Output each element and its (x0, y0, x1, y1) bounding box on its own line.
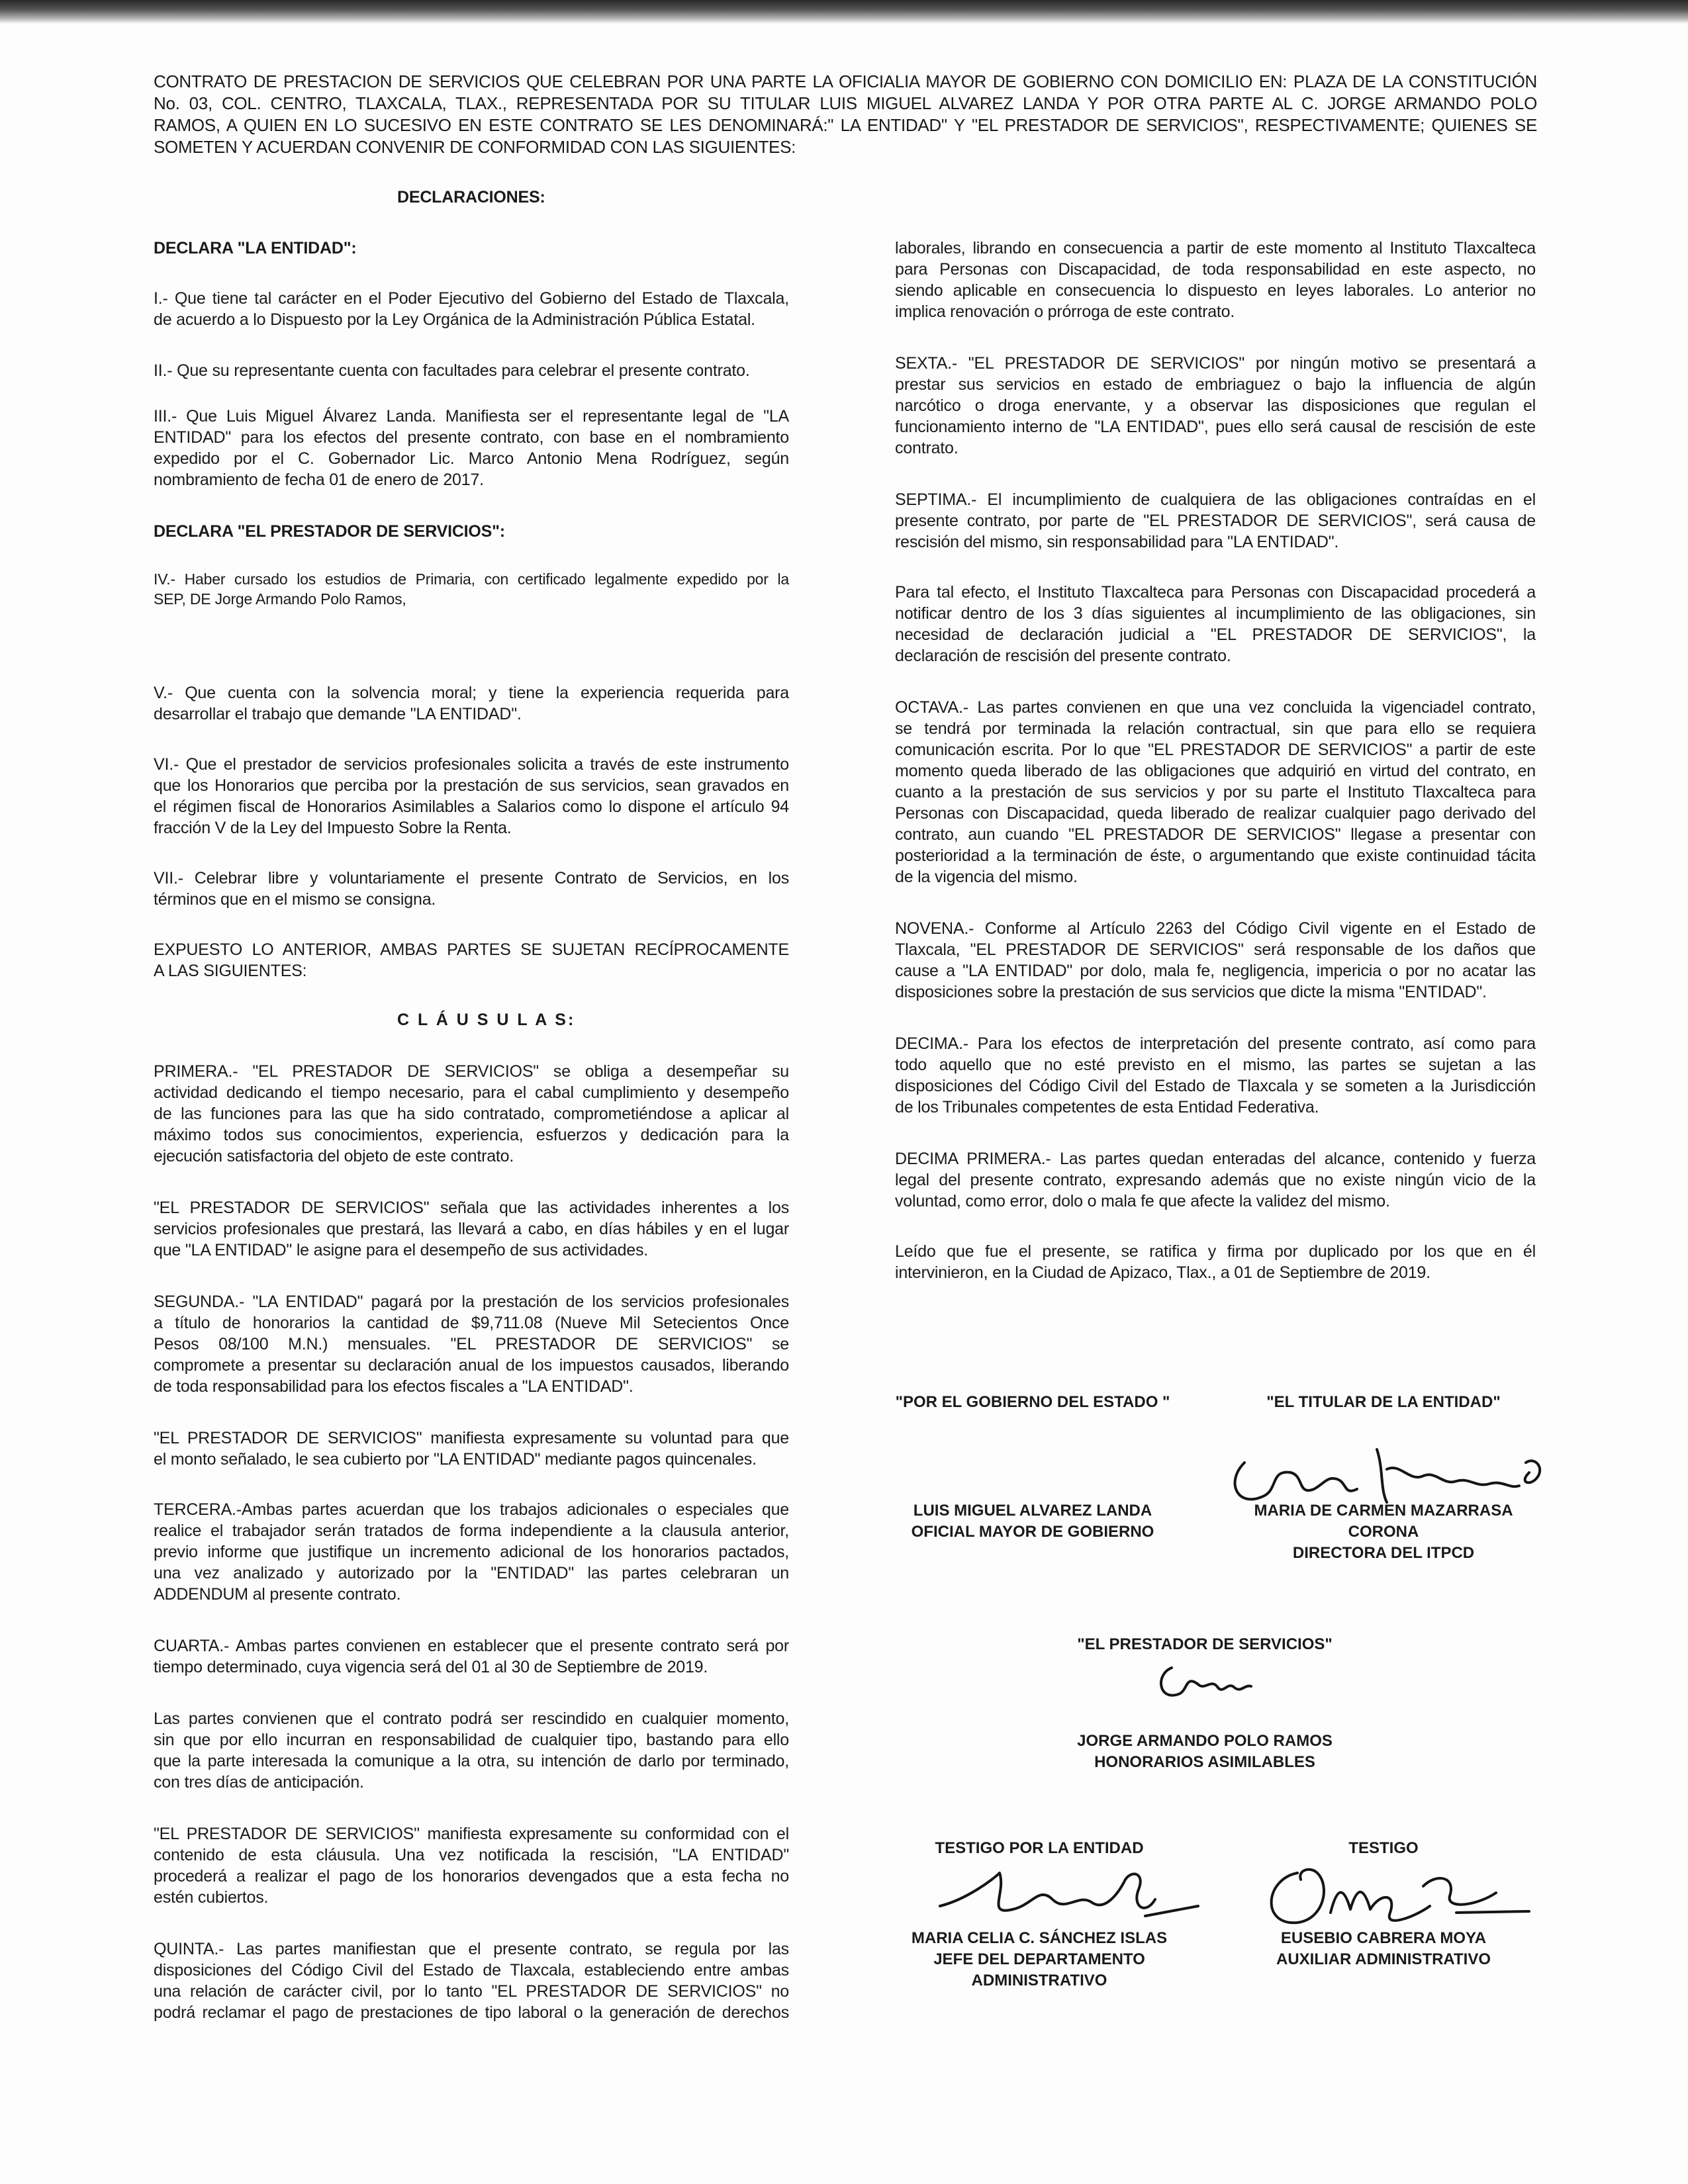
text-line: III.- Que Luis Miguel Álvarez Landa. Manifiesta ser el representante legal de "LA (154, 407, 789, 426)
intro-line: CONTRATO DE PRESTACION DE SERVICIOS QUE CELEBRAN POR UNA PARTE LA OFICIALIA MAYOR DE GOBIERNO CON DOMICILIO EN: PLAZA DE LA CONSTITUCIÓN (154, 71, 1537, 91)
text-line: máximo todos sus conocimientos, experiencia, esfuerzos y dedicación para la (154, 1126, 789, 1144)
text-line: estén cubiertos. (154, 1888, 269, 1907)
text-line: PRIMERA.- "EL PRESTADOR DE SERVICIOS" se obliga a desempeñar su (154, 1062, 789, 1081)
text-line: ejecución satisfactoria del objeto de este contrato. (154, 1147, 514, 1165)
testigo1-heading: TESTIGO POR LA ENTIDAD (935, 1839, 1144, 1857)
text-line: presente contrato, por parte de "EL PRESTADOR DE SERVICIOS", será causa de (895, 512, 1536, 530)
text-line: nombramiento de fecha 01 de enero de 2017. (154, 471, 484, 489)
text-line: siendo aplicable en consecuencia lo dispuesto en leyes laborales. Lo anterior no (895, 281, 1536, 300)
text-line: ENTIDAD" para los efectos del presente contrato, con base en el nombramiento (154, 428, 789, 447)
clausulas-heading: C L Á U S U L A S: (397, 1011, 576, 1029)
intro-line: RAMOS, A QUIEN EN LO SUCESIVO EN ESTE CONTRATO SE LES DENOMINARÁ:" LA ENTIDAD" Y "EL PRESTADOR DE SERVICIOS", RESPECTIVAMENTE; QUIENES SE (154, 115, 1537, 135)
text-line: narcótico o droga enervante, y a observar las disposiciones que regulan el (895, 396, 1536, 415)
testigo2-role: AUXILIAR ADMINISTRATIVO (1276, 1950, 1491, 1968)
text-line: disposiciones sobre la prestación de sus servicios que dicte la misma "ENTIDAD". (895, 983, 1487, 1001)
text-line: VII.- Celebrar libre y voluntariamente el presente Contrato de Servicios, en los (154, 869, 789, 887)
text-line: declaración de rescisión del presente contrato. (895, 647, 1231, 665)
testigo2-name: EUSEBIO CABRERA MOYA (1280, 1929, 1487, 1947)
text-line: de los Tribunales competentes de esta Entidad Federativa. (895, 1098, 1319, 1116)
titular-name-line2: CORONA (1348, 1523, 1419, 1541)
text-line: ADDENDUM al presente contrato. (154, 1585, 401, 1604)
text-line: "EL PRESTADOR DE SERVICIOS" señala que las actividades inherentes a los (154, 1199, 789, 1217)
text-line: I.- Que tiene tal carácter en el Poder Ejecutivo del Gobierno del Estado de Tlaxcala, (154, 289, 789, 308)
text-line: VI.- Que el prestador de servicios profesionales solicita a través de este instrumento (154, 755, 789, 774)
text-line: cause a "LA ENTIDAD" por dolo, mala fe, negligencia, impericia o por no acatar las (895, 962, 1536, 980)
text-line: a título de honorarios la cantidad de $9,711.08 (Nueve Mil Setecientos Once (154, 1314, 789, 1332)
titular-role: DIRECTORA DEL ITPCD (1292, 1544, 1475, 1562)
text-line: el monto señalado, le sea cubierto por "LA ENTIDAD" mediante pagos quincenales. (154, 1450, 757, 1469)
text-line: intervinieron, en la Ciudad de Apizaco, Tlax., a 01 de Septiembre de 2019. (895, 1263, 1430, 1282)
text-line: Para tal efecto, el Instituto Tlaxcalteca para Personas con Discapacidad procederá a (895, 583, 1536, 602)
text-line: contenido de esta cláusula. Una vez notificada la rescisión, "LA ENTIDAD" (154, 1846, 789, 1864)
text-line: cuanto a la prestación de sus servicios y por su parte el Instituto Tlaxcalteca para (895, 783, 1536, 801)
text-line: tiempo determinado, cuya vigencia será del 01 al 30 de Septiembre de 2019. (154, 1658, 708, 1676)
text-line: "EL PRESTADOR DE SERVICIOS" manifiesta expresamente su conformidad con el (154, 1825, 789, 1843)
text-line: realice el trabajador serán tratados de forma independiente a la clausula anterior, (154, 1522, 789, 1540)
testigo2-signature-scribble (1258, 1846, 1536, 1939)
text-line: laborales, librando en consecuencia a partir de este momento al Instituto Tlaxcalteca (895, 239, 1536, 257)
text-line: Pesos 08/100 M.N.) mensuales. "EL PRESTADOR DE SERVICIOS" se (154, 1335, 789, 1353)
text-line: Las partes convienen que el contrato podrá ser rescindido en cualquier momento, (154, 1709, 789, 1728)
text-line: Leído que fue el presente, se ratifica y firma por duplicado por los que en él (895, 1242, 1536, 1261)
text-line: comunicación escrita. Por lo que "EL PRESTADOR DE SERVICIOS" a partir de este (895, 741, 1536, 759)
gobierno-heading: "POR EL GOBIERNO DEL ESTADO " (895, 1393, 1170, 1411)
text-line: V.- Que cuenta con la solvencia moral; y tiene la experiencia requerida para (154, 684, 789, 702)
text-line: prestar sus servicios en estado de embriaguez o bajo la influencia de algún (895, 375, 1536, 394)
prestador-name: JORGE ARMANDO POLO RAMOS (1077, 1732, 1333, 1750)
text-line: podrá reclamar el pago de prestaciones de tipo laboral o la generación de derechos (154, 2003, 789, 2022)
gobierno-name: LUIS MIGUEL ALVAREZ LANDA (913, 1502, 1152, 1520)
text-line: fracción V de la Ley del Impuesto Sobre la Renta. (154, 819, 512, 837)
text-line: que los Honorarios que perciba por la prestación de sus servicios, sean gravados en (154, 776, 789, 795)
text-line: DECIMA PRIMERA.- Las partes quedan enteradas del alcance, contenido y fuerza (895, 1150, 1536, 1168)
testigo2-heading: TESTIGO (1348, 1839, 1419, 1857)
text-line: IV.- Haber cursado los estudios de Primaria, con certificado legalmente expedido por la (154, 570, 789, 588)
text-line: QUINTA.- Las partes manifiestan que el presente contrato, se regula por las (154, 1940, 789, 1958)
text-line: funcionamiento interno de "LA ENTIDAD", pues ello será causal de rescisión de este (895, 418, 1536, 436)
text-line: de acuerdo a lo Dispuesto por la Ley Orgánica de la Administración Pública Estatal. (154, 310, 755, 329)
text-line: de la vigencia del mismo. (895, 868, 1078, 886)
text-line: necesidad de declaración judicial a "EL PRESTADOR DE SERVICIOS", la (895, 625, 1536, 644)
text-line: servicios profesionales que prestará, las llevará a cabo, en días hábiles y en el lugar (154, 1220, 789, 1238)
text-line: términos que en el mismo se consigna. (154, 890, 436, 909)
testigo1-signature-scribble (927, 1853, 1205, 1933)
testigo1-name: MARIA CELIA C. SÁNCHEZ ISLAS (911, 1929, 1168, 1947)
text-line: OCTAVA.- Las partes convienen en que una vez concluida la vigenciadel contrato, (895, 698, 1536, 717)
text-line: momento queda liberado de las obligaciones que adquirió en virtud del contrato, en (895, 762, 1536, 780)
text-line: se tendrá por terminada la relación contractual, sin que para ello se requiera (895, 719, 1536, 738)
text-line: "EL PRESTADOR DE SERVICIOS" manifiesta expresamente su voluntad para que (154, 1429, 789, 1447)
text-line: CUARTA.- Ambas partes convienen en establecer que el presente contrato será por (154, 1637, 789, 1655)
text-line: DECIMA.- Para los efectos de interpretación del presente contrato, así como para (895, 1034, 1536, 1053)
gobierno-role: OFICIAL MAYOR DE GOBIERNO (911, 1523, 1154, 1541)
text-line: Tlaxcala, "EL PRESTADOR DE SERVICIOS" será responsable de los daños que (895, 940, 1536, 959)
text-line: A LAS SIGUIENTES: (154, 962, 307, 980)
text-line: de toda responsabilidad para los efectos fiscales a "LA ENTIDAD". (154, 1377, 633, 1396)
text-line: con tres días de anticipación. (154, 1773, 364, 1792)
text-line: que "LA ENTIDAD" le asigne para el desempeño de sus actividades. (154, 1241, 649, 1259)
testigo1-role: JEFE DEL DEPARTAMENTO (933, 1950, 1145, 1968)
declara-entidad-heading: DECLARA "LA ENTIDAD": (154, 239, 357, 257)
text-line: SEXTA.- "EL PRESTADOR DE SERVICIOS" por ningún motivo se presentará a (895, 354, 1536, 373)
text-line: notificar dentro de los 3 días siguientes al incumplimiento de las obligaciones, sin (895, 604, 1536, 623)
text-line: disposiciones del Código Civil del Estado de Tlaxcala, estableciendo entre ambas (154, 1961, 789, 1979)
text-line: rescisión del mismo, sin responsabilidad para "LA ENTIDAD". (895, 533, 1339, 551)
text-line: voluntad, como error, dolo o mala fe que afecte la validez del mismo. (895, 1192, 1390, 1210)
text-line: que la parte interesada la comunique a la otra, su intención de darlo por terminado, (154, 1752, 789, 1770)
text-line: II.- Que su representante cuenta con facultades para celebrar el presente contrato. (154, 361, 750, 380)
text-line: SEP, DE Jorge Armando Polo Ramos, (154, 590, 406, 608)
scan-edge (0, 0, 1688, 24)
text-line: SEGUNDA.- "LA ENTIDAD" pagará por la prestación de los servicios profesionales (154, 1293, 789, 1311)
text-line: SEPTIMA.- El incumplimiento de cualquiera de las obligaciones contraídas en el (895, 490, 1536, 509)
text-line: de las funciones para las que ha sido contratado, comprometiéndose a aplicar al (154, 1105, 789, 1123)
text-line: NOVENA.- Conforme al Artículo 2263 del Código Civil vigente en el Estado de (895, 919, 1536, 938)
text-line: TERCERA.-Ambas partes acuerdan que los trabajos adicionales o especiales que (154, 1500, 789, 1519)
titular-heading: "EL TITULAR DE LA ENTIDAD" (1266, 1393, 1501, 1411)
prestador-signature-scribble (1152, 1655, 1258, 1707)
text-line: el régimen fiscal de Honorarios Asimilables a Salarios como lo dispone el artículo 94 (154, 797, 789, 816)
text-line: contrato. (895, 439, 959, 457)
text-line: para Personas con Discapacidad, de toda responsabilidad en este aspecto, no (895, 260, 1536, 279)
text-line: contrato, aun cuando "EL PRESTADOR DE SERVICIOS" llegase a presentar con (895, 825, 1536, 844)
text-line: una vez analizado y autorizado por la "ENTIDAD" las partes celebraran un (154, 1564, 789, 1582)
declaraciones-heading: DECLARACIONES: (397, 188, 545, 206)
declara-prestador-heading: DECLARA "EL PRESTADOR DE SERVICIOS": (154, 522, 505, 541)
text-line: legal del presente contrato, expresando además que no existe ningún vicio de la (895, 1171, 1536, 1189)
text-line: expedido por el C. Gobernador Lic. Marco Antonio Mena Rodríguez, según (154, 449, 789, 468)
text-line: disposiciones del Código Civil del Estado de Tlaxcala y se someten a la Jurisdicción (895, 1077, 1536, 1095)
prestador-heading: "EL PRESTADOR DE SERVICIOS" (1077, 1635, 1333, 1653)
intro-line: SOMETEN Y ACUERDAN CONVENIR DE CONFORMIDAD CON LAS SIGUIENTES: (154, 137, 796, 157)
text-line: actividad dedicando el tiempo necesario, para el cabal cumplimiento y desempeño (154, 1083, 789, 1102)
text-line: EXPUESTO LO ANTERIOR, AMBAS PARTES SE SUJETAN RECÍPROCAMENTE (154, 940, 789, 959)
text-line: desarrollar el trabajo que demande "LA ENTIDAD". (154, 705, 522, 723)
text-line: previo informe que justifique un incremento adicional de los honorarios pactados, (154, 1543, 789, 1561)
text-line: sin que por ello incurran en responsabilidad de cualquier tipo, bastando para ello (154, 1731, 789, 1749)
prestador-role: HONORARIOS ASIMILABLES (1094, 1753, 1315, 1771)
text-line: procederá a realizar el pago de los honorarios devengados que a esta fecha no (154, 1867, 789, 1886)
testigo1-role-line2: ADMINISTRATIVO (971, 1972, 1107, 1989)
text-line: compromete a presentar su declaración anual de los impuestos causados, liberando (154, 1356, 789, 1375)
text-line: todo aquello que no esté previsto en el mismo, las partes se sujetan a las (895, 1056, 1536, 1074)
titular-name: MARIA DE CARMEN MAZARRASA (1254, 1502, 1513, 1520)
intro-line: No. 03, COL. CENTRO, TLAXCALA, TLAX., REPRESENTADA POR SU TITULAR LUIS MIGUEL ALVAREZ LANDA Y POR OTRA PARTE AL C. JORGE ARMANDO POLO (154, 93, 1537, 113)
text-line: posterioridad a la terminación de éste, o argumentando que existe continuidad tácita (895, 846, 1536, 865)
text-line: Personas con Discapacidad, queda liberado de realizar cualquier pago derivado del (895, 804, 1536, 823)
text-line: implica renovación o prórroga de este contrato. (895, 302, 1235, 321)
text-line: una relación de carácter civil, por lo tanto "EL PRESTADOR DE SERVICIOS" no (154, 1982, 789, 2001)
